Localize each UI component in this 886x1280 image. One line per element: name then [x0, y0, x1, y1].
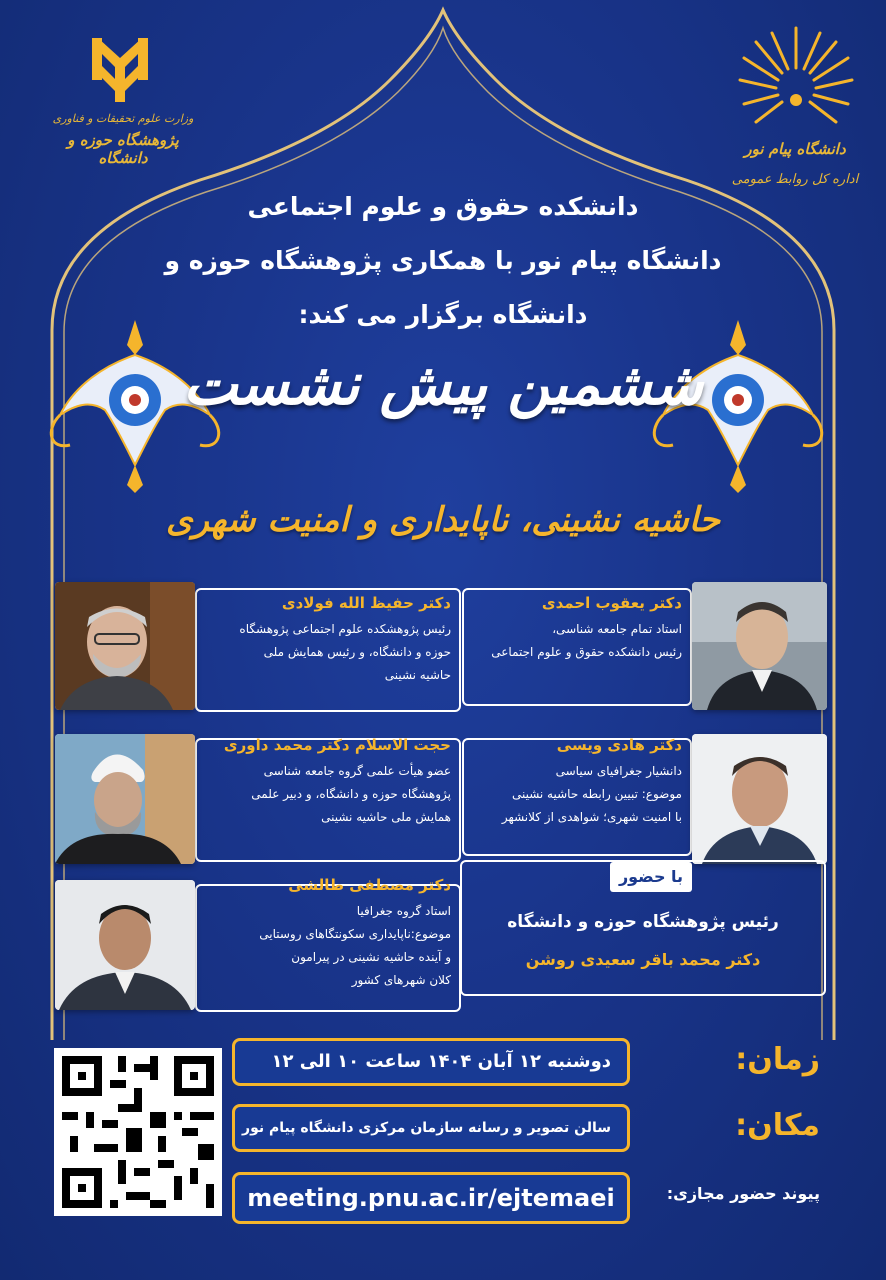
qr-code-icon — [54, 1048, 222, 1216]
speaker-1-desc-2: رئیس دانشکده حقوق و علوم اجتماعی — [491, 645, 682, 659]
event-title: ششمین پیش نشست — [182, 350, 704, 418]
speaker-1-portrait-icon — [692, 582, 827, 710]
sunburst-emblem-icon — [740, 28, 852, 122]
header-line-2: دانشگاه پیام نور با همکاری پژوهشگاه حوزه و — [164, 246, 722, 275]
speaker-1-desc-1: استاد تمام جامعه شناسی، — [552, 622, 682, 636]
speaker-2-photo — [55, 582, 195, 710]
speaker-4-desc-3: همایش ملی حاشیه نشینی — [321, 810, 451, 824]
time-label: زمان: — [735, 1042, 820, 1077]
speaker-4-photo — [55, 734, 195, 864]
attendance-name: دکتر محمد باقر سعیدی روشن — [525, 950, 761, 969]
speaker-4-desc-1: عضو هیأت علمی گروه جامعه شناسی — [263, 764, 451, 778]
header-line-3: دانشگاه برگزار می کند: — [298, 300, 588, 329]
speaker-3-info — [462, 736, 682, 829]
speaker-1-photo — [692, 582, 827, 710]
left-logo-line2: پژوهشگاه حوزه و دانشگاه — [67, 131, 179, 167]
right-logo-line1: دانشگاه پیام نور — [744, 140, 846, 158]
speaker-5-portrait-icon — [55, 880, 195, 1010]
attendance-role: رئیس پژوهشگاه حوزه و دانشگاه — [507, 912, 779, 932]
speaker-5-photo — [55, 880, 195, 1010]
speaker-5-info — [205, 876, 451, 992]
speaker-5-desc-2: موضوع:ناپایداری سکونتگاهای روستایی — [259, 927, 451, 941]
header-title-block — [150, 180, 736, 342]
meeting-link[interactable]: meeting.pnu.ac.ir/ejtemaei — [232, 1172, 630, 1224]
event-subtitle: حاشیه نشینی، ناپایداری و امنیت شهری — [165, 500, 721, 540]
speaker-2-name: دکتر حفیظ الله فولادی — [281, 594, 451, 612]
header-line-1: دانشکده حقوق و علوم اجتماعی — [247, 192, 639, 221]
right-logo-caption — [720, 140, 870, 187]
place-label: مکان: — [735, 1108, 820, 1143]
speaker-1-info — [462, 594, 682, 664]
speaker-2-portrait-icon — [55, 582, 195, 710]
place-value: سالن تصویر و رسانه سازمان مرکزی دانشگاه پیام نور — [232, 1104, 630, 1152]
speaker-2-desc-2: حوزه و دانشگاه، و رئیس همایش ملی — [263, 645, 451, 659]
speaker-4-portrait-icon — [55, 734, 195, 864]
speaker-4-info — [205, 736, 451, 829]
speaker-3-photo — [692, 734, 827, 864]
speaker-2-desc-3: حاشیه نشینی — [384, 668, 451, 682]
qr-code[interactable] — [54, 1048, 222, 1216]
time-value: دوشنبه ۱۲ آبان ۱۴۰۴ ساعت ۱۰ الی ۱۲ — [232, 1038, 630, 1086]
speaker-3-desc-2: موضوع: تبیین رابطه حاشیه نشینی — [511, 787, 682, 801]
speaker-2-info — [205, 594, 451, 687]
speaker-3-portrait-icon — [692, 734, 827, 864]
speaker-5-desc-4: کلان شهرهای کشور — [351, 973, 451, 987]
link-label: پیوند حضور مجازی: — [666, 1184, 820, 1203]
speaker-3-name: دکتر هادی ویسی — [556, 736, 682, 754]
speaker-4-name: حجت الاسلام دکتر محمد داوری — [223, 736, 451, 754]
speaker-4-desc-2: پژوهشگاه حوزه و دانشگاه، و دبیر علمی — [251, 787, 451, 801]
speaker-3-desc-3: با امنیت شهری؛ شواهدی از کلانشهر — [501, 810, 682, 824]
right-logo-line2: اداره کل روابط عمومی — [731, 172, 859, 187]
attendance-tag: با حضور — [610, 862, 692, 892]
left-logo-line1: وزارت علوم تحقیقات و فناوری — [52, 112, 194, 125]
research-institute-emblem-icon — [92, 38, 148, 102]
speaker-5-name: دکتر مصطفی طالشی — [288, 876, 451, 894]
speaker-2-desc-1: رئیس پژوهشکده علوم اجتماعی پژوهشگاه — [239, 622, 451, 636]
speaker-1-name: دکتر یعقوب احمدی — [541, 594, 682, 612]
speaker-5-desc-3: و آینده حاشیه نشینی در پیرامون — [291, 950, 451, 964]
speaker-5-desc-1: استاد گروه جغرافیا — [356, 904, 451, 918]
left-logo-caption — [48, 112, 198, 167]
speaker-3-desc-1: دانشیار جغرافیای سیاسی — [555, 764, 682, 778]
